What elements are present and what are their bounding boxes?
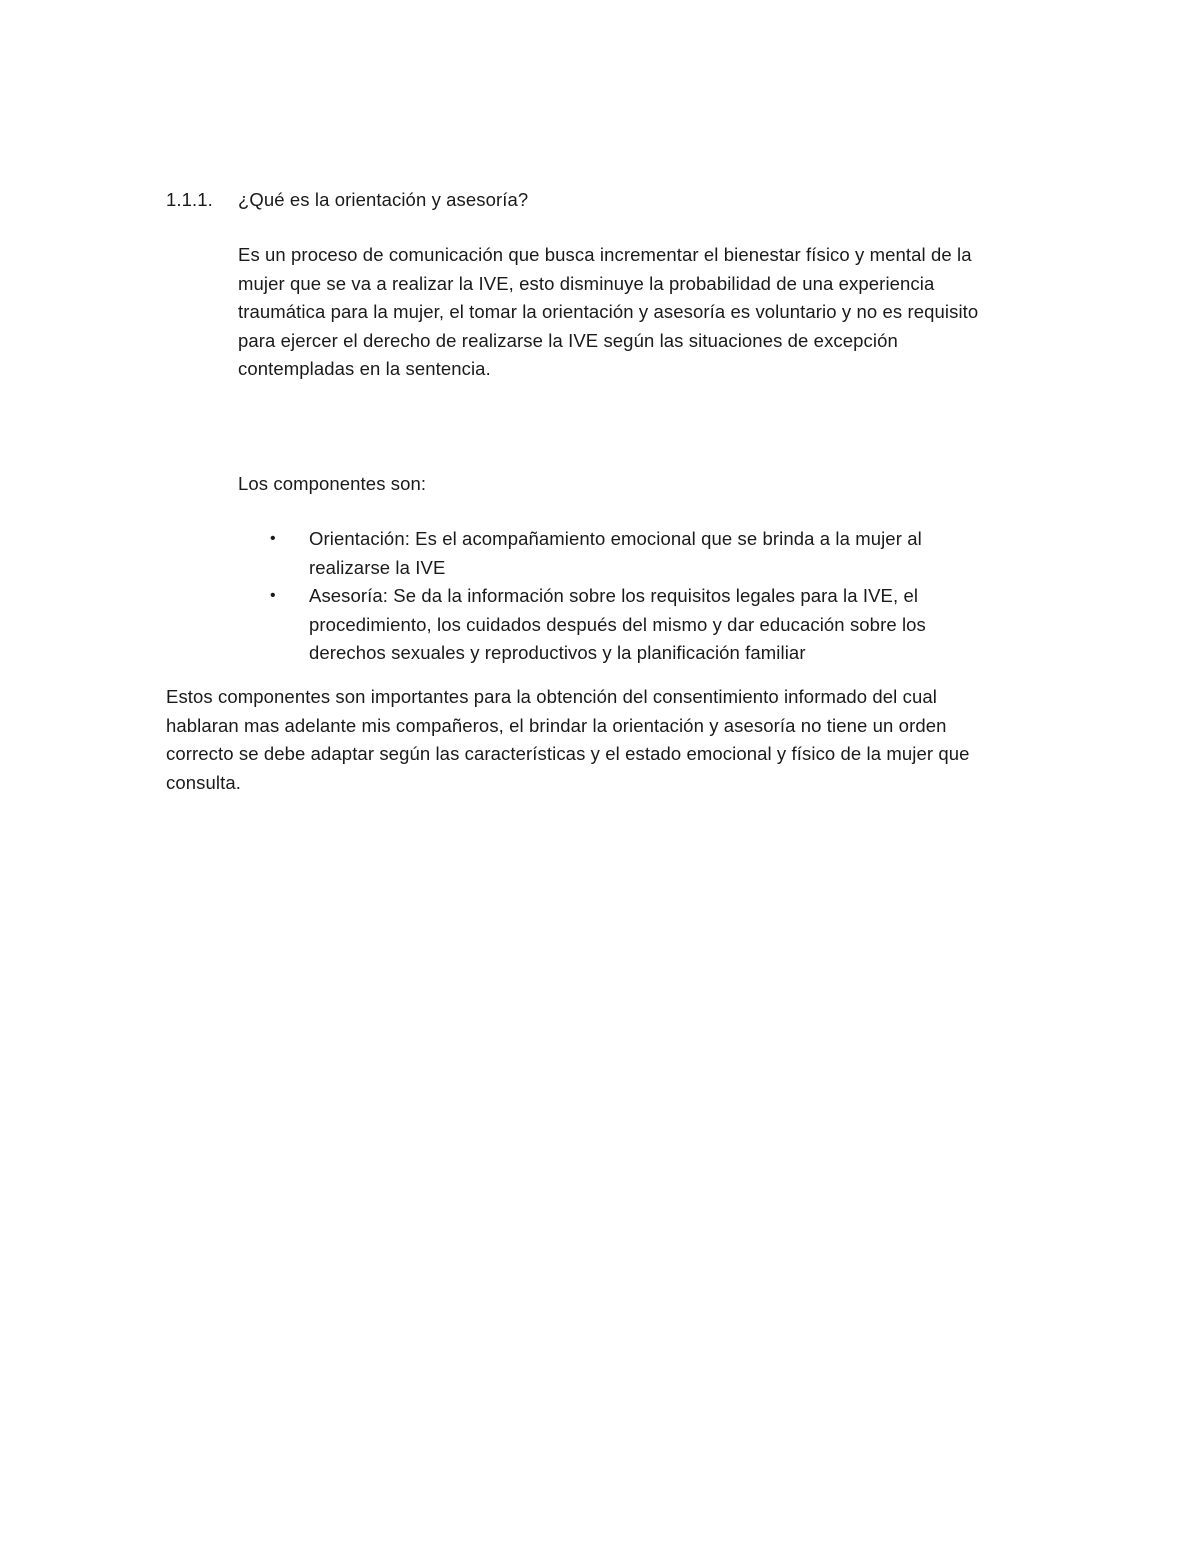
intro-line: Es un proceso de comunicación que busca incrementar el bienestar físico y mental de la: [238, 244, 972, 265]
components-label: Los componentes son:: [238, 473, 427, 494]
intro-paragraph: [238, 241, 978, 384]
closing-line: hablaran mas adelante mis compañeros, el brindar la orientación y asesoría no tiene un orden: [166, 714, 947, 736]
closing-paragraph: [166, 683, 970, 797]
list-item-line: Orientación: Es el acompañamiento emocional que se brinda a la mujer al: [309, 528, 922, 549]
list-item-line: derechos sexuales y reproductivos y la planificación familiar: [309, 642, 806, 664]
section-number: 1.1.1.: [166, 189, 213, 210]
intro-line: mujer que se va a realizar la IVE, esto disminuye la probabilidad de una experiencia: [238, 272, 935, 294]
list-item: [238, 582, 926, 668]
intro-line: contempladas en la sentencia.: [238, 358, 491, 380]
list-item: [238, 525, 926, 582]
closing-line: consulta.: [166, 771, 241, 793]
bullet-icon: •: [270, 530, 276, 547]
list-item-line: realizarse la IVE: [309, 556, 446, 578]
closing-line: correcto se debe adaptar según las características y el estado emocional y físico de la mujer que: [166, 743, 970, 765]
closing-line: Estos componentes son importantes para la obtención del consentimiento informado del cual: [166, 686, 937, 707]
list-item-line: Asesoría: Se da la información sobre los requisitos legales para la IVE, el: [309, 585, 919, 607]
intro-line: traumática para la mujer, el tomar la orientación y asesoría es voluntario y no es requisito: [238, 301, 979, 323]
section-heading: [166, 186, 528, 215]
bullet-icon: •: [270, 587, 276, 605]
list-item-line: procedimiento, los cuidados después del mismo y dar educación sobre los: [309, 613, 926, 635]
section-title: ¿Qué es la orientación y asesoría?: [238, 189, 529, 210]
intro-line: para ejercer el derecho de realizarse la IVE según las situaciones de excepción: [238, 329, 898, 351]
components-list: [238, 525, 926, 668]
